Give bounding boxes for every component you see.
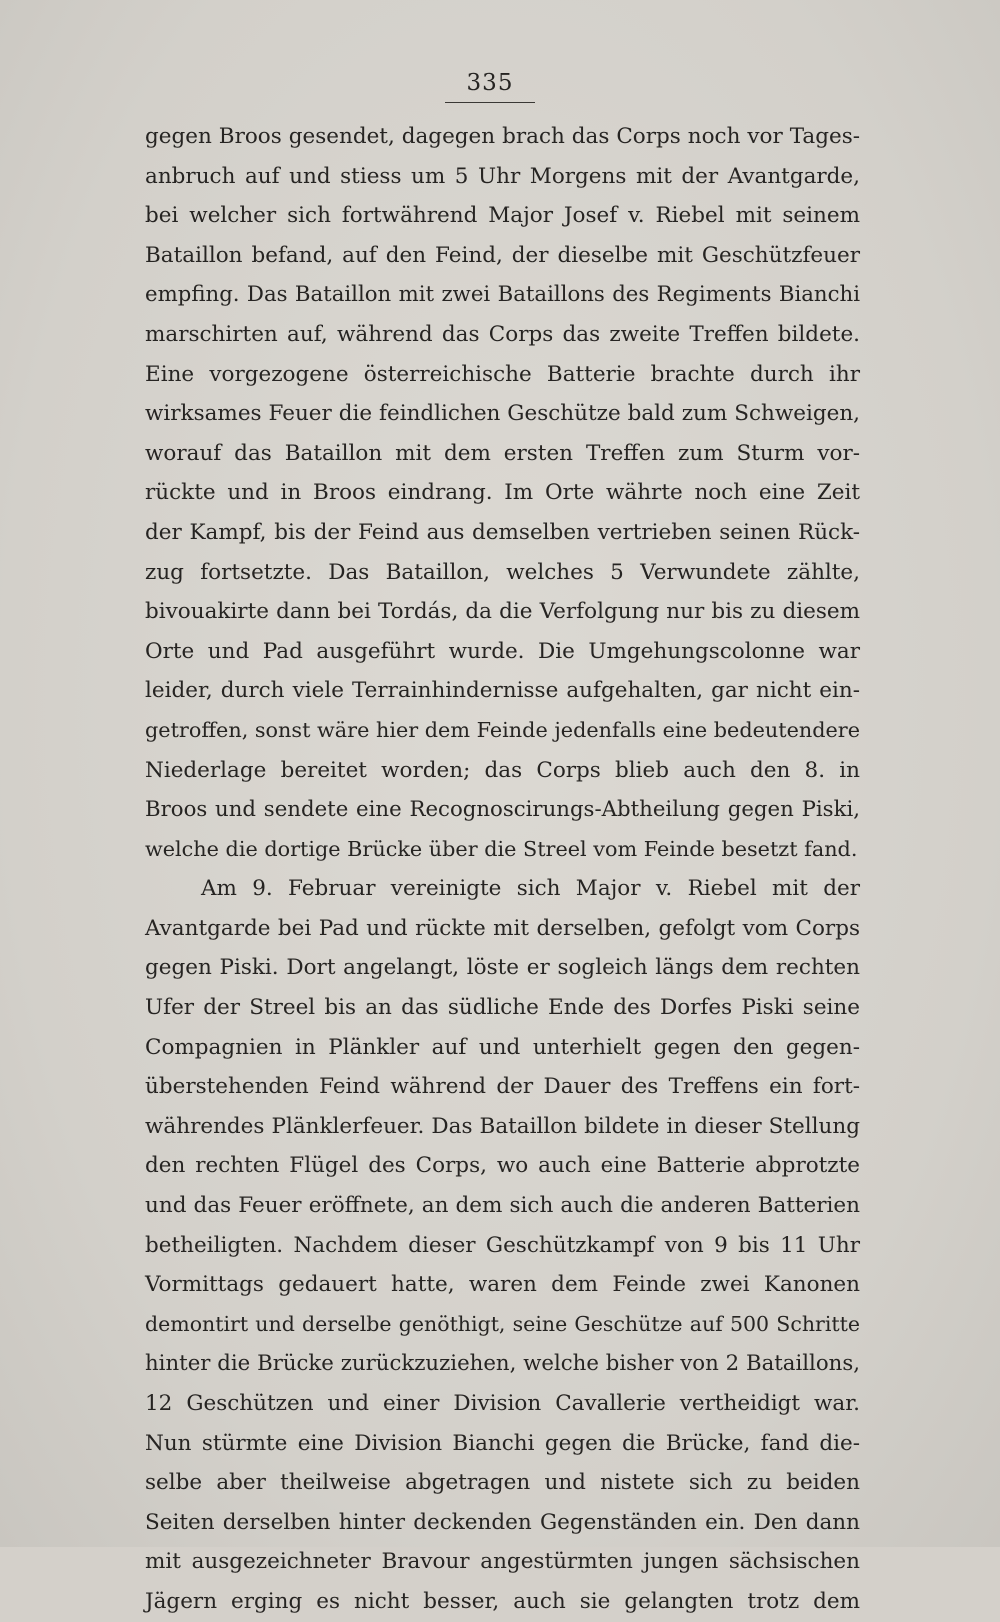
text-line: und das Feuer eröffnete, an dem sich auch die anderen Batterien — [145, 1193, 860, 1219]
text-line: hinter die Brücke zurückzuziehen, welche bisher von 2 Bataillons, — [145, 1351, 860, 1377]
text-line: Seiten derselben hinter deckenden Gegenständen ein. Den dann — [145, 1509, 860, 1535]
text-line: den rechten Flügel des Corps, wo auch eine Batterie abprotzte — [145, 1153, 860, 1179]
text-line: Orte und Pad ausgeführt wurde. Die Umgehungscolonne war — [145, 638, 860, 664]
text-line: Broos und sendete eine Recognoscirungs-Abtheilung gegen Piski, — [145, 797, 860, 823]
text-line: welche die dortige Brücke über die Streel vom Feinde besetzt fand. — [145, 836, 858, 861]
text-line: bivouakirte dann bei Tordás, da die Verfolgung nur bis zu diesem — [145, 599, 860, 625]
text-line: gegen Broos gesendet, dagegen brach das Corps noch vor Tages- — [145, 124, 860, 149]
text-line: leider, durch viele Terrainhindernisse aufgehalten, gar nicht ein- — [145, 678, 860, 704]
text-line: der Kampf, bis der Feind aus demselben vertrieben seinen Rück- — [145, 519, 860, 545]
body-text — [145, 117, 860, 1622]
text-line: Nun stürmte eine Division Bianchi gegen die Brücke, fand die- — [145, 1430, 860, 1456]
page-number: 335 — [445, 70, 535, 103]
text-line: worauf das Bataillon mit dem ersten Treffen zum Sturm vor- — [145, 440, 860, 466]
text-line: Jägern erging es nicht besser, auch sie gelangten trotz dem — [145, 1588, 860, 1614]
text-line: Ufer der Streel bis an das südliche Ende des Dorfes Piski seine — [145, 995, 860, 1021]
text-line: wirksames Feuer die feindlichen Geschütze bald zum Schweigen, — [145, 401, 860, 427]
text-line: Am 9. Februar vereinigte sich Major v. Riebel mit der — [201, 876, 860, 902]
text-line: Eine vorgezogene österreichische Batterie brachte durch ihr — [145, 361, 860, 387]
text-line: überstehenden Feind während der Dauer des Treffens ein fort- — [145, 1074, 860, 1100]
text-line: demontirt und derselbe genöthigt, seine Geschütze auf 500 Schritte — [145, 1311, 860, 1336]
text-line: getroffen, sonst wäre hier dem Feinde jedenfalls eine bedeutendere — [145, 717, 860, 742]
text-line: Avantgarde bei Pad und rückte mit derselben, gefolgt vom Corps — [145, 915, 860, 941]
text-line: selbe aber theilweise abgetragen und nistete sich zu beiden — [145, 1470, 860, 1496]
text-line: Bataillon befand, auf den Feind, der dieselbe mit Geschützfeuer — [145, 242, 860, 268]
text-line: empfing. Das Bataillon mit zwei Bataillons des Regiments Bianchi — [145, 282, 860, 308]
text-line: Compagnien in Plänkler auf und unterhielt gegen den gegen- — [145, 1034, 860, 1060]
text-line: gegen Piski. Dort angelangt, löste er sogleich längs dem rechten — [145, 955, 860, 981]
text-line: zug fortsetzte. Das Bataillon, welches 5 Verwundete zählte, — [145, 559, 860, 585]
text-line: rückte und in Broos eindrang. Im Orte währte noch eine Zeit — [145, 480, 860, 506]
text-line: 12 Geschützen und einer Division Cavallerie vertheidigt war. — [145, 1391, 860, 1416]
text-line: währendes Plänklerfeuer. Das Bataillon bildete in dieser Stellung — [145, 1113, 860, 1139]
text-line: betheiligten. Nachdem dieser Geschützkampf von 9 bis 11 Uhr — [145, 1232, 860, 1258]
text-line: anbruch auf und stiess um 5 Uhr Morgens mit der Avantgarde, — [145, 163, 860, 189]
text-line: Vormittags gedauert hatte, waren dem Feinde zwei Kanonen — [145, 1272, 860, 1298]
text-line: mit ausgezeichneter Bravour angestürmten jungen sächsischen — [145, 1549, 860, 1575]
text-line: bei welcher sich fortwährend Major Josef v. Riebel mit seinem — [145, 203, 860, 229]
text-line: Niederlage bereitet worden; das Corps blieb auch den 8. in — [145, 757, 860, 783]
text-line: marschirten auf, während das Corps das zweite Treffen bildete. — [145, 321, 860, 347]
